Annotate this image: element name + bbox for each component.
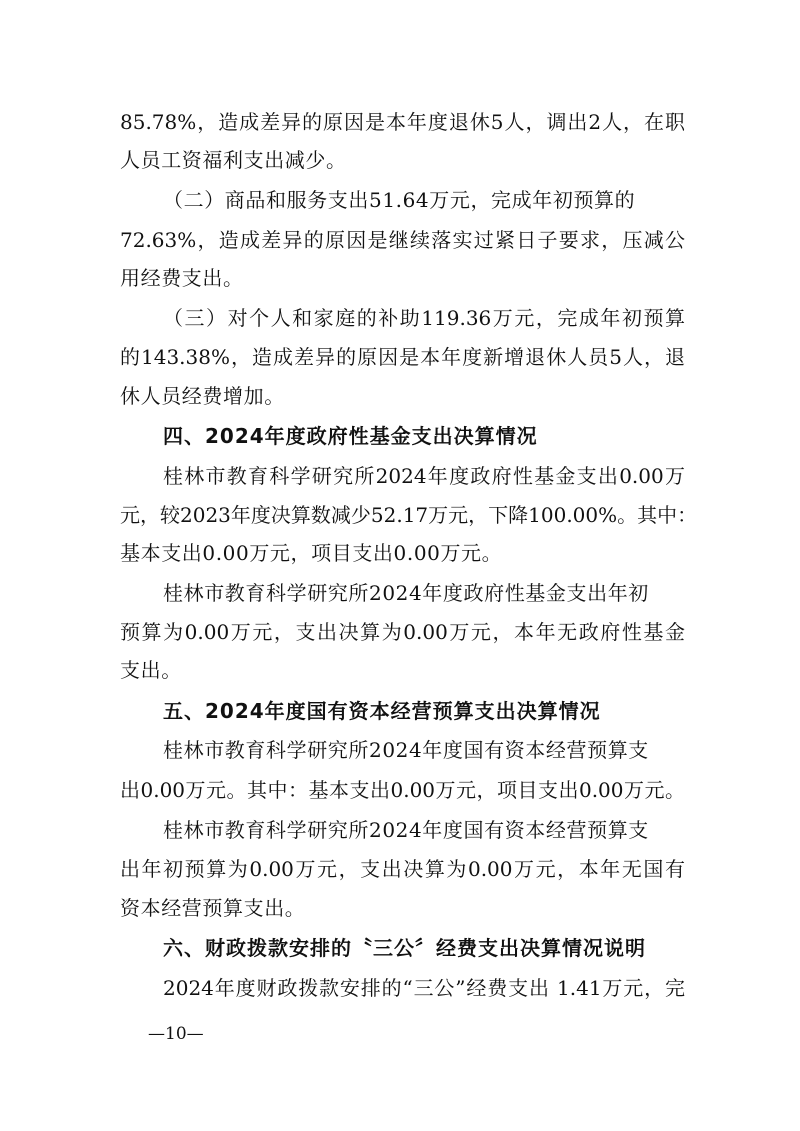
section-heading: 五、2024年度国有资本经营预算支出决算情况 <box>163 699 601 723</box>
body-text-line: 预算为0.00万元，支出决算为0.00万元，本年无政府性基金 <box>120 620 685 644</box>
body-text-line: 桂林市教育科学研究所2024年度国有资本经营预算支 <box>163 818 649 842</box>
body-text-line: 的143.38%，造成差异的原因是本年度新增退休人员5人，退 <box>120 345 685 369</box>
body-text-line: 桂林市教育科学研究所2024年度政府性基金支出0.00万 <box>163 464 685 488</box>
body-text-line: 桂林市教育科学研究所2024年度政府性基金支出年初 <box>163 581 649 605</box>
body-text-line: 元，较2023年度决算数减少52.17万元，下降100.00%。其中： <box>120 503 698 527</box>
body-text-line: 桂林市教育科学研究所2024年度国有资本经营预算支 <box>163 738 649 762</box>
body-text-line: 85.78%，造成差异的原因是本年度退休5人，调出2人，在职 <box>120 110 685 134</box>
body-text-line: 休人员经费增加。 <box>120 384 285 408</box>
body-text-line: 2024年度财政拨款安排的“三公”经费支出 1.41万元，完 <box>163 976 685 1000</box>
body-text-line: 用经费支出。 <box>120 266 244 290</box>
body-text-line: 出年初预算为0.00万元，支出决算为0.00万元，本年无国有 <box>120 857 685 881</box>
body-text-line: 基本支出0.00万元，项目支出0.00万元。 <box>120 541 503 565</box>
body-text-line: （三）对个人和家庭的补助119.36万元，完成年初预算 <box>163 306 685 330</box>
body-text-line: 支出。 <box>120 658 182 682</box>
section-heading: 四、2024年度政府性基金支出决算情况 <box>163 424 538 448</box>
page-number: —10— <box>148 1024 204 1044</box>
section-heading: 六、财政拨款安排的〝三公〞经费支出决算情况说明 <box>163 936 646 960</box>
body-text-line: 资本经营预算支出。 <box>120 896 306 920</box>
body-text-line: 72.63%，造成差异的原因是继续落实过紧日子要求，压减公 <box>120 228 685 252</box>
body-text-line: （二）商品和服务支出51.64万元，完成年初预算的 <box>163 188 636 212</box>
body-text-line: 人员工资福利支出减少。 <box>120 148 347 172</box>
body-text-line: 出0.00万元。其中：基本支出0.00万元，项目支出0.00万元。 <box>120 778 685 802</box>
